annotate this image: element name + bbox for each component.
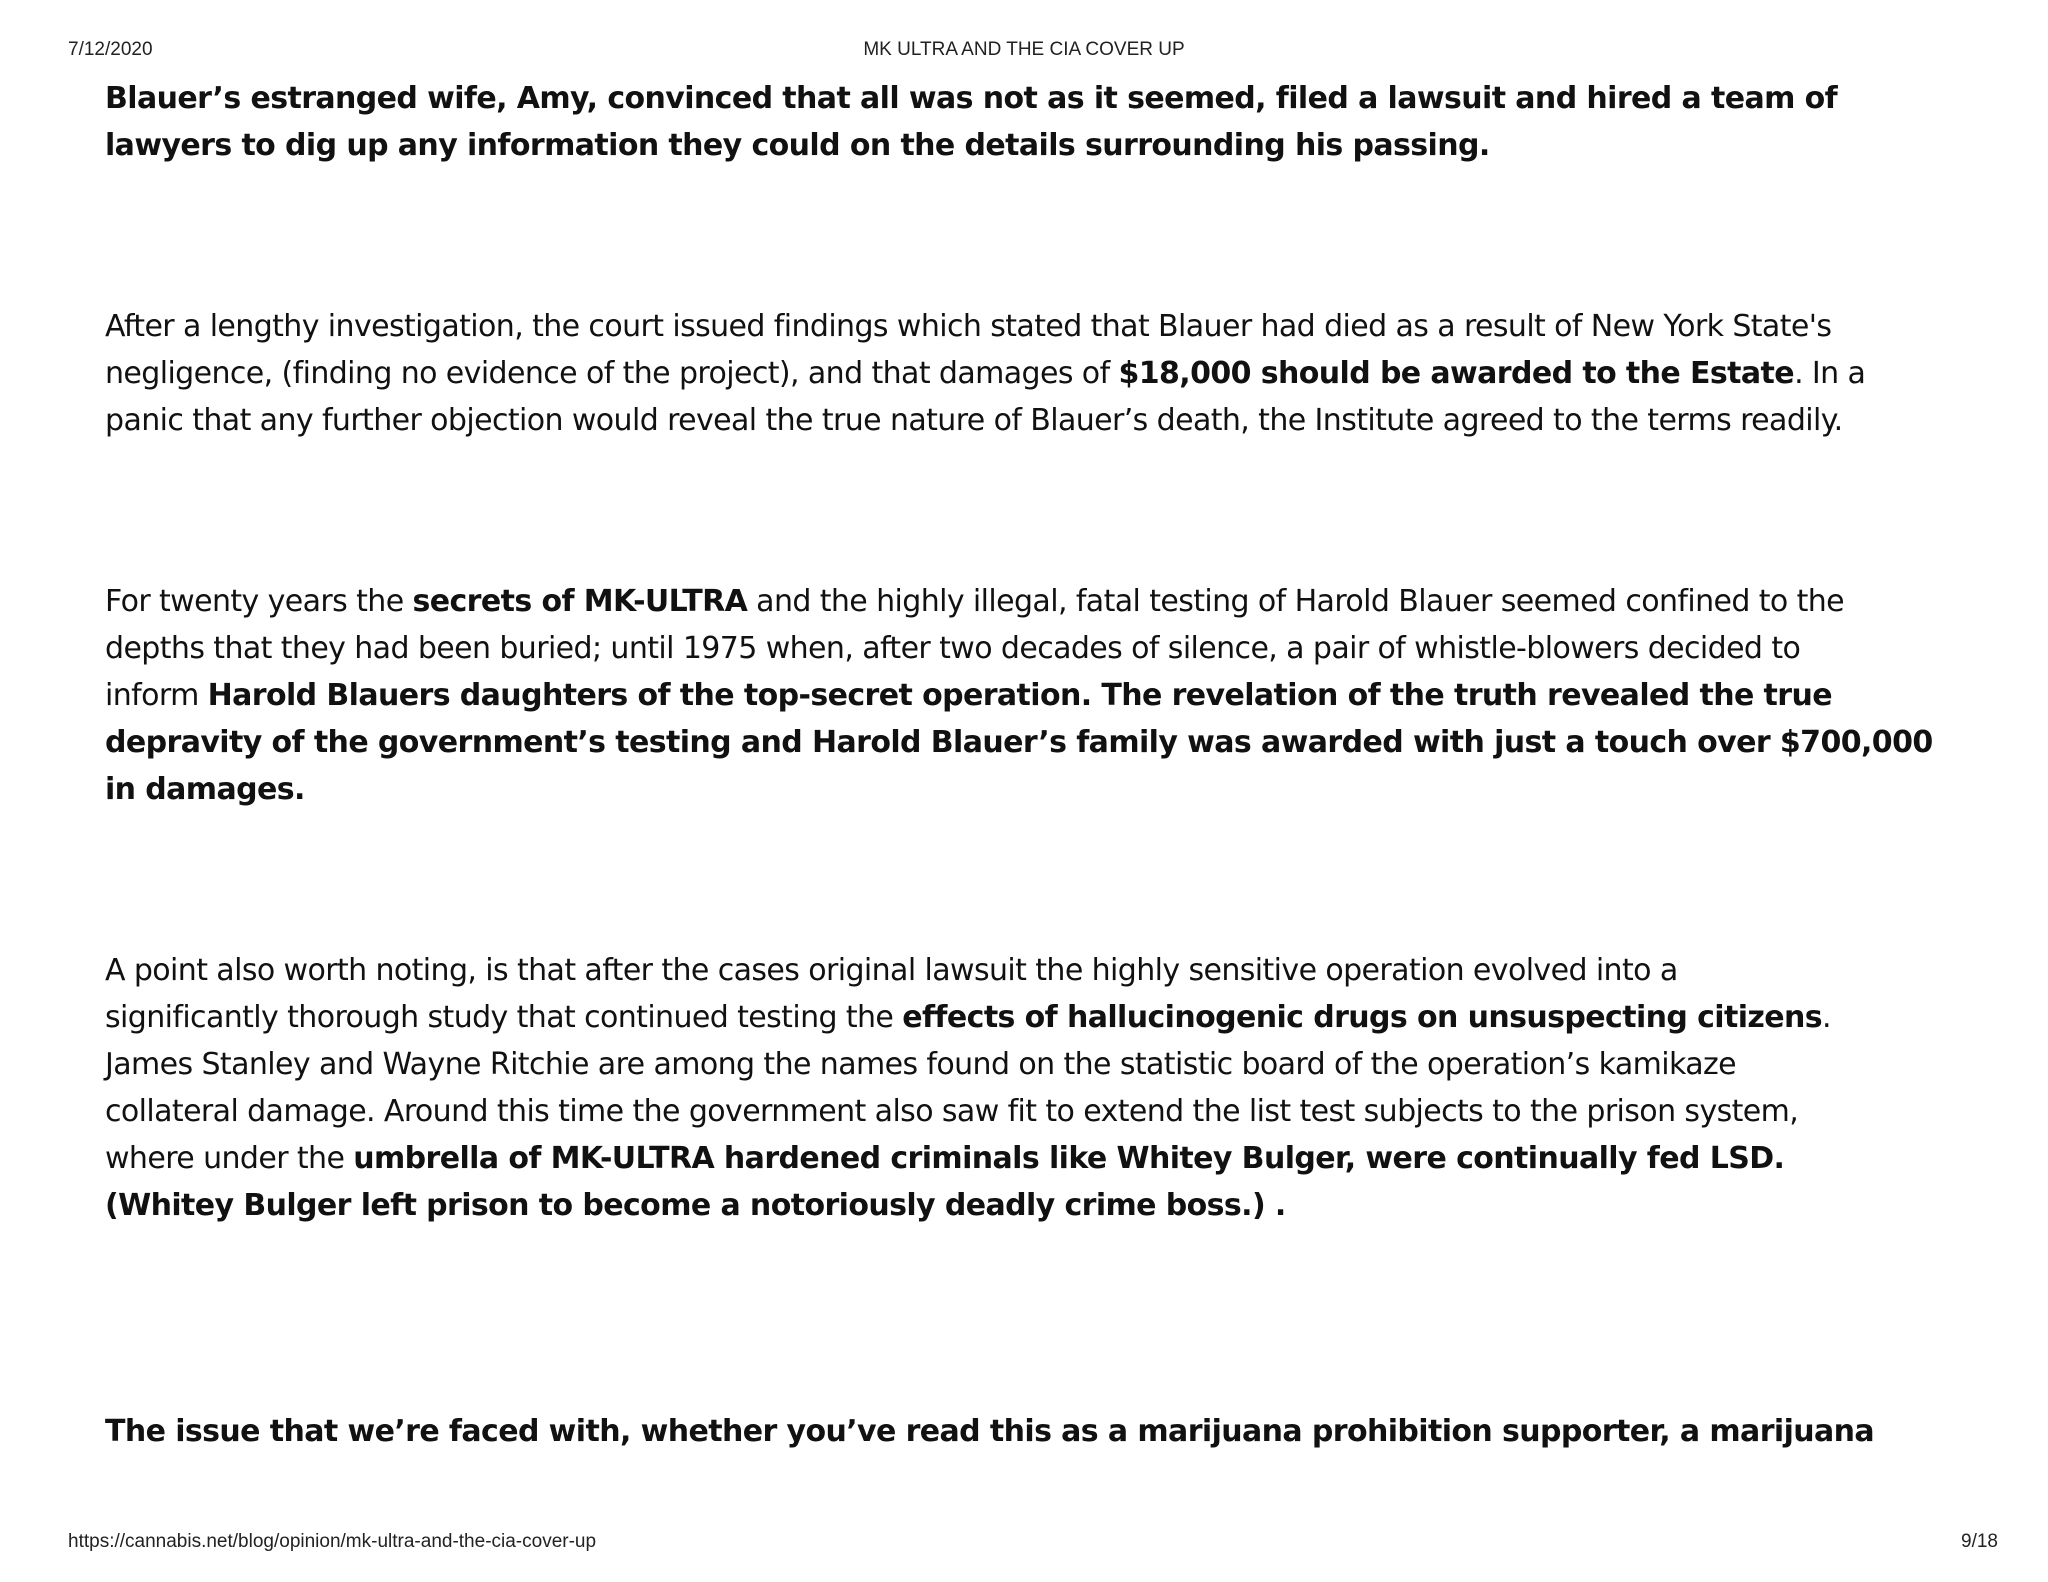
text-run: James Stanley and Wayne Ritchie are among the names found on the statistic board of the operation’s kamikaze [105,1047,1737,1082]
print-date: 7/12/2020 [68,39,153,60]
text-line [105,1041,2005,1088]
text-line [105,350,2005,397]
text-line [105,719,2005,766]
text-line [105,1135,2005,1182]
text-line [105,75,2005,122]
paragraph-spacer [105,813,2005,947]
text-run: . [1822,1000,1831,1035]
bold-text: Harold Blauers daughters of the top-secret operation. The revelation of the truth revealed the true [207,678,1832,713]
bold-text: effects of hallucinogenic drugs on unsuspecting citizens [902,1000,1823,1035]
paragraph-the-issue [105,1408,2005,1455]
text-line [105,947,2005,994]
text-line [105,303,2005,350]
text-line [105,578,2005,625]
paragraph-amy-lawsuit [105,75,2005,169]
paragraph-spacer [105,444,2005,578]
paragraph-spacer [105,169,2005,303]
text-run: For twenty years the [105,584,413,619]
text-run: significantly thorough study that continued testing the [105,1000,903,1035]
bold-text: secrets of MK-ULTRA [412,584,748,619]
bold-text: lawyers to dig up any information they could on the details surrounding his passing. [105,128,1490,163]
text-run: panic that any further objection would reveal the true nature of Blauer’s death, the Institute agreed to the terms readily. [105,403,1843,438]
text-run: inform [105,678,208,713]
text-run: . In a [1794,356,1866,391]
text-line [105,1088,2005,1135]
text-line [105,397,2005,444]
text-run: A point also worth noting, is that after the cases original lawsuit the highly sensitive operation evolved into a [105,953,1678,988]
bold-text: The issue that we’re faced with, whether you’ve read this as a marijuana prohibition supporter, a marijuana [105,1414,1875,1449]
paragraph-court-findings [105,303,2005,444]
text-line [105,122,2005,169]
bold-text: depravity of the government’s testing and Harold Blauer’s family was awarded with just a touch over $700,000 [105,725,1933,760]
paragraph-twenty-years [105,578,2005,813]
text-line [105,994,2005,1041]
print-page-number: 9/18 [1961,1531,1998,1552]
text-line [105,672,2005,719]
bold-text: (Whitey Bulger left prison to become a notoriously deadly crime boss.) . [105,1188,1286,1223]
text-line [105,1408,2005,1455]
text-run: collateral damage. Around this time the government also saw fit to extend the list test subjects to the prison system, [105,1094,1799,1129]
paragraph-spacer [105,1229,2005,1408]
paragraph-point-worth-noting [105,947,2005,1229]
print-page-title: MK ULTRA AND THE CIA COVER UP [863,39,1185,60]
bold-text: umbrella of MK-ULTRA hardened criminals like Whitey Bulger, were continually fed LSD. [353,1141,1785,1176]
text-line [105,766,2005,813]
text-run: negligence, (finding no evidence of the project), and that damages of [105,356,1119,391]
bold-text: in damages. [105,772,305,807]
text-run: and the highly illegal, fatal testing of Harold Blauer seemed confined to the [747,584,1845,619]
text-run: depths that they had been buried; until 1975 when, after two decades of silence, a pair of whistle-blowers decided to [105,631,1801,666]
bold-text: Blauer’s estranged wife, Amy, convinced that all was not as it seemed, filed a lawsuit and hired a team of [105,81,1838,116]
text-line [105,1182,2005,1229]
print-source-url: https://cannabis.net/blog/opinion/mk-ultra-and-the-cia-cover-up [68,1531,597,1552]
text-run: After a lengthy investigation, the court issued findings which stated that Blauer had died as a result of New York State's [105,309,1832,344]
text-run: where under the [105,1141,354,1176]
text-line [105,625,2005,672]
bold-text: $18,000 should be awarded to the Estate [1118,356,1795,391]
article-body [105,75,2005,1455]
